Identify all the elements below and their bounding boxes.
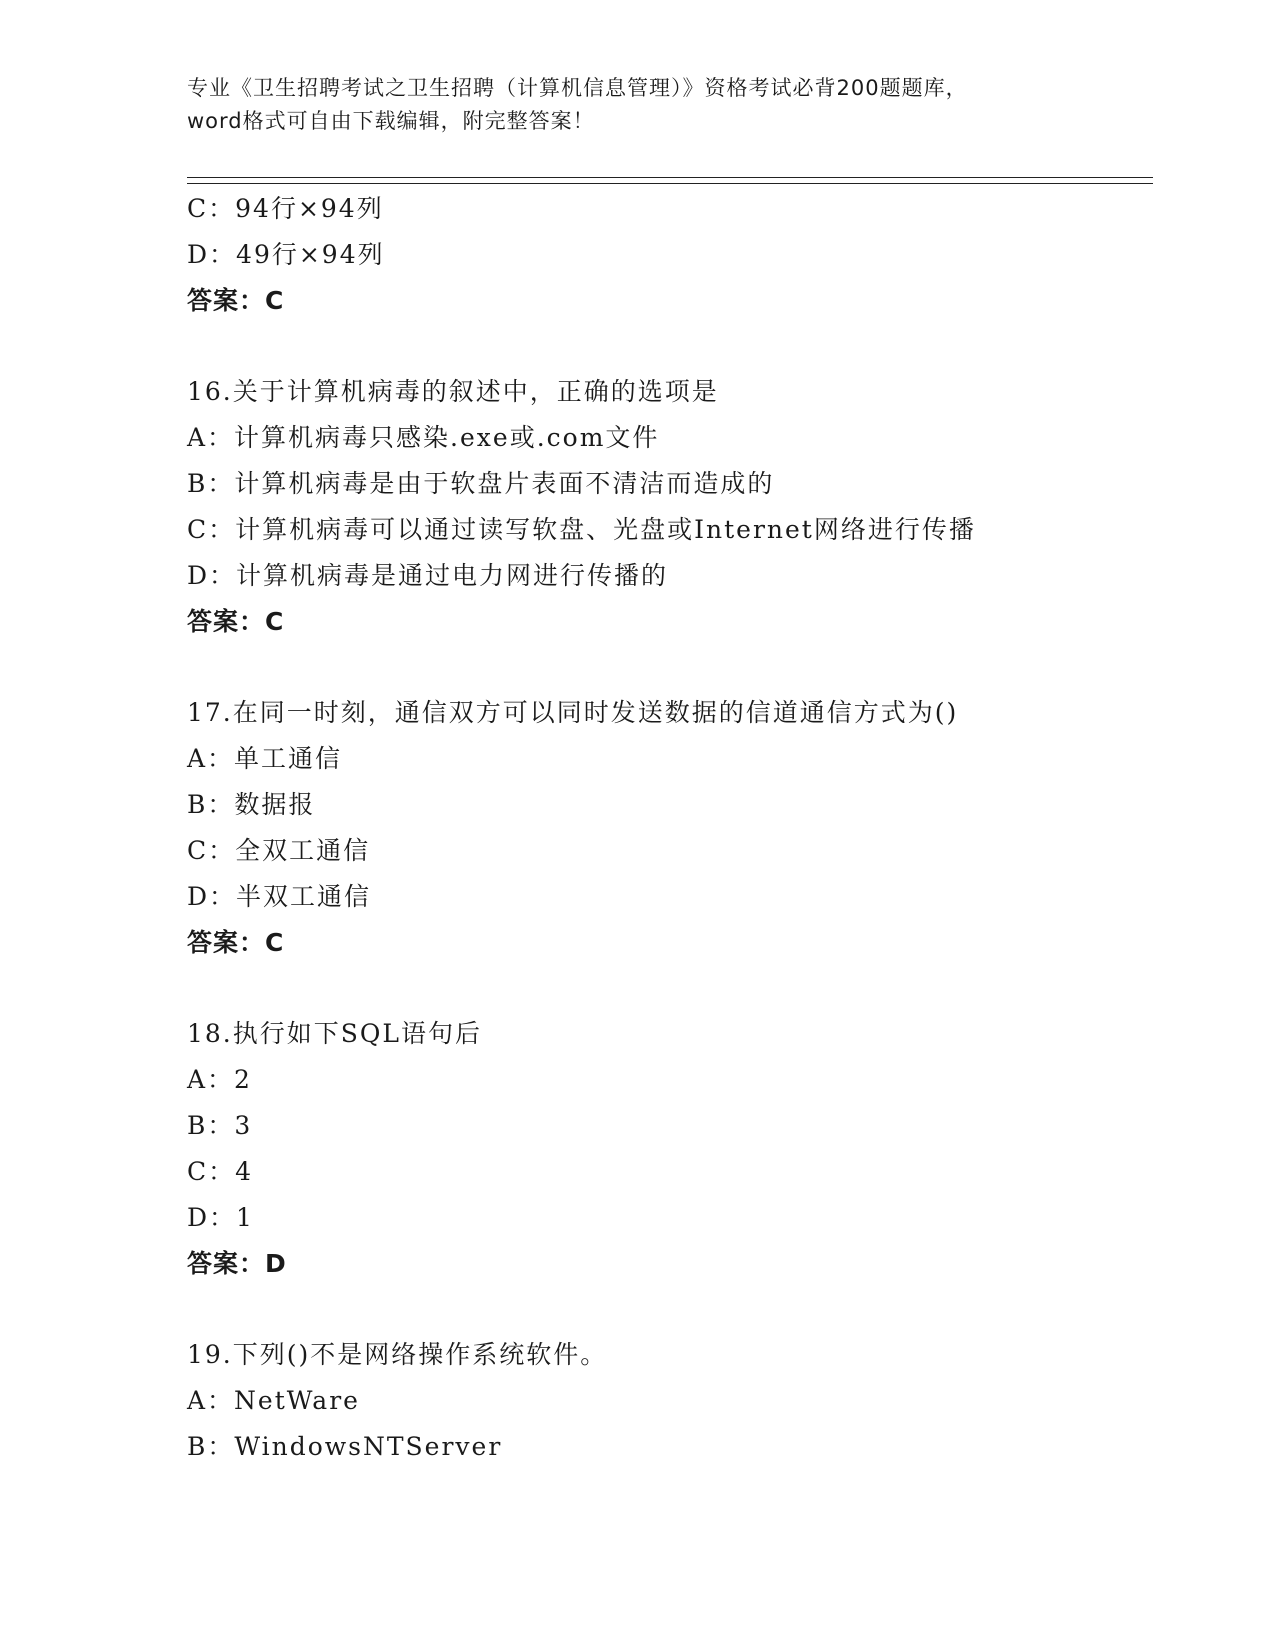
- header-line-2: word格式可自由下载编辑，附完整答案！: [187, 109, 595, 133]
- q18-option-a: A：2: [187, 1065, 252, 1094]
- question-list: [187, 186, 1153, 1470]
- q19-option-b: B：WindowsNTServer: [187, 1432, 503, 1461]
- q18-option-b: B：3: [187, 1111, 253, 1140]
- spacer: [187, 324, 1153, 369]
- header-divider-top: [187, 177, 1153, 178]
- header-line-1: 专业《卫生招聘考试之卫生招聘（计算机信息管理）》资格考试必背200题题库，: [187, 76, 968, 100]
- q17-option-a: A：单工通信: [187, 744, 343, 773]
- q16-answer: 答案：C: [187, 607, 285, 636]
- q16-option-a: A：计算机病毒只感染.exe或.com文件: [187, 423, 660, 452]
- q15-option-d: D：49行×94列: [187, 240, 385, 269]
- header-divider-bottom: [187, 183, 1153, 184]
- q18-answer: 答案：D: [187, 1249, 287, 1278]
- q16-option-d: D：计算机病毒是通过电力网进行传播的: [187, 561, 669, 590]
- q17-option-c: C：全双工通信: [187, 836, 371, 865]
- q18-stem: 18.执行如下SQL语句后: [187, 1019, 482, 1048]
- q15-option-c: C：94行×94列: [187, 194, 384, 223]
- spacer: [187, 966, 1153, 1011]
- q15-answer: 答案：C: [187, 286, 285, 315]
- spacer: [187, 645, 1153, 690]
- q17-option-d: D：半双工通信: [187, 882, 372, 911]
- q17-answer: 答案：C: [187, 928, 285, 957]
- q18-option-d: D：1: [187, 1203, 254, 1232]
- q17-option-b: B：数据报: [187, 790, 316, 819]
- q18-option-c: C：4: [187, 1157, 254, 1186]
- q17-stem: 17.在同一时刻，通信双方可以同时发送数据的信道通信方式为(): [187, 698, 959, 727]
- q16-stem: 16.关于计算机病毒的叙述中，正确的选项是: [187, 377, 719, 406]
- q19-option-a: A：NetWare: [187, 1386, 360, 1415]
- q16-option-c: C：计算机病毒可以通过读写软盘、光盘或Internet网络进行传播: [187, 515, 976, 544]
- spacer: [187, 1287, 1153, 1332]
- document-header: [187, 72, 1087, 138]
- q16-option-b: B：计算机病毒是由于软盘片表面不清洁而造成的: [187, 469, 775, 498]
- q19-stem: 19.下列()不是网络操作系统软件。: [187, 1340, 608, 1369]
